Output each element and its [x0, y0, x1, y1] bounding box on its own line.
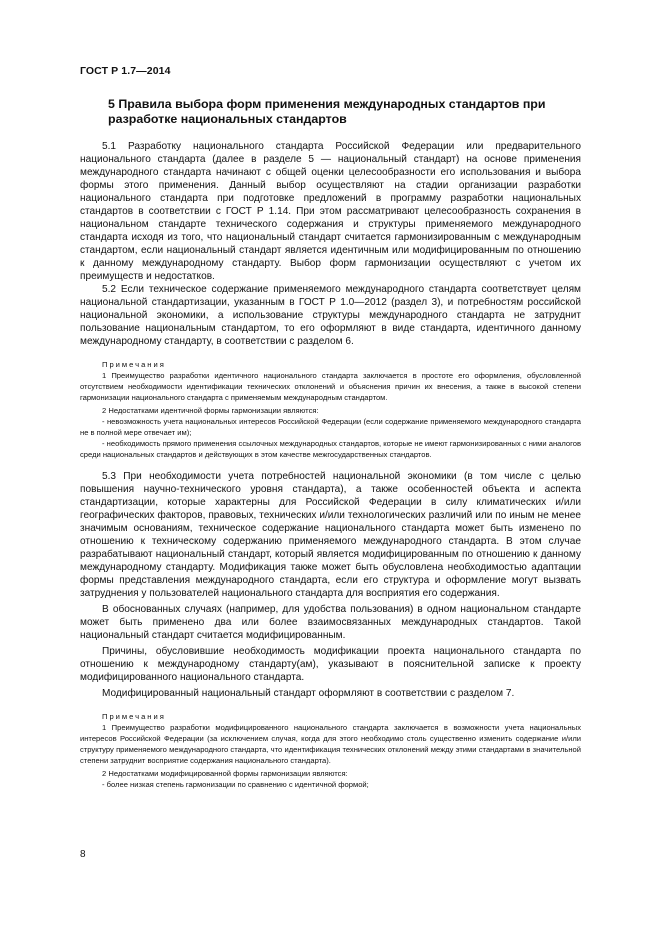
notes-title: Примечания — [102, 360, 166, 369]
page-number: 8 — [80, 849, 86, 860]
note-item: 2 Недостатками идентичной формы гармонизации являются: — [102, 406, 319, 415]
note-item: - более низкая степень гармонизации по сравнению с идентичной формой; — [102, 780, 369, 789]
note-item: - невозможность учета национальных интересов Российской Федерации (если содержание применяемого международного стандарта не в полной мере отвечает им); — [80, 417, 581, 437]
paragraph-5-3: 5.3 При необходимости учета потребностей национальной экономики (в том числе с целью повышения научно-технического уровня стандарта), а также особенностей объекта и аспекта стандартизации, которые характерны для Российской Федерации в силу климатических и/или географических факторов, правовых, технических и/или технологических различий или по иным не менее значимым основаниям, техническое содержание национального стандарта может быть изменено по отношению к техническому содержанию применяемого международного стандарта. В этом случае разрабатывают национальный стандарт, который является модифицированным по отношению к данному международному стандарту. Модификация также может быть обусловлена необходимостью адаптации формы представления международного стандарта, если его структура и оформление могут вызвать затруднения у пользователей национального стандарта для восприятия его содержания. — [80, 471, 581, 599]
note-item: 1 Преимущество разработки идентичного национального стандарта заключается в простоте его оформления, обусловленной отсутствием необходимости идентификации технических отклонений и объяснения причин их внесения, а также в высокой степени гармонизации национального стандарта с применяемым международным стандартом. — [80, 371, 581, 402]
document-header: ГОСТ Р 1.7—2014 — [80, 65, 171, 77]
paragraph: В обоснованных случаях (например, для удобства пользования) в одном национальном стандарте может быть применено два или более взаимосвязанных международных стандартов. Такой национальный стандарт считается модифицированным. — [80, 604, 581, 641]
document-body — [80, 140, 581, 790]
section-title: 5 Правила выбора форм применения международных стандартов при разработке национальных стандартов — [108, 97, 546, 126]
note-item: 2 Недостатками модифицированной формы гармонизации являются: — [102, 769, 348, 778]
note-item: - необходимость прямого применения ссылочных международных стандартов, которые не имеют гармонизированных с ними аналогов среди национальных стандартов и действующих в этом качестве межгосударственных стандартов. — [80, 439, 581, 459]
section-5-3-block — [80, 470, 581, 700]
notes-block-1 — [80, 359, 581, 460]
paragraph: Модифицированный национальный стандарт оформляют в соответствии с разделом 7. — [102, 688, 515, 699]
paragraph: Причины, обусловившие необходимость модификации проекта национального стандарта по отношению к международному стандарту(ам), указывают в пояснительной записке к проекту модифицированного национального стандарта. — [80, 646, 581, 683]
notes-block-2 — [80, 711, 581, 790]
paragraph-5-2: 5.2 Если техническое содержание применяемого международного стандарта соответствует целям национальной стандартизации, указанным в ГОСТ Р 1.0—2012 (раздел 3), и потребностям российской национальной экономики, а использование структуры международного стандарта не затруднит пользование национальным стандартом, то его оформляют в виде стандарта, идентичного данному международному стандарту, в соответствии с разделом 6. — [80, 284, 581, 347]
notes-title: Примечания — [102, 712, 166, 721]
note-item: 1 Преимущество разработки модифицированного национального стандарта заключается в возможности учета национальных интересов Российской Федерации (за исключением случая, когда для этого необходимо столь существенно изменить содержание и/или структуру применяемого международного стандарта, что идентификация технических отклонений между этими стандартами в значительной степени затруднит восприятие содержания национального стандарта). — [80, 723, 581, 765]
paragraph-5-1: 5.1 Разработку национального стандарта Российской Федерации или предварительного национального стандарта (далее в разделе 5 — национальный стандарт) на основе применения международного стандарта начинают с общей оценки целесообразности его использования и выбора формы этого применения. Данный выбор осуществляют на стадии организации разработки национального стандарта при подготовке предложений в программу разработки национальных стандартов в соответствии с ГОСТ Р 1.14. При этом рассматривают целесообразность сохранения в национальном стандарте технического содержания и структуры применяемого международного стандарта исходя из того, что национальный стандарт считается гармонизированным с международным стандартом, если национальный стандарт является идентичным или модифицированным по отношению к данному международному стандарту. Выбор форм гармонизации осуществляют с учетом их преимуществ и недостатков. — [80, 141, 581, 282]
